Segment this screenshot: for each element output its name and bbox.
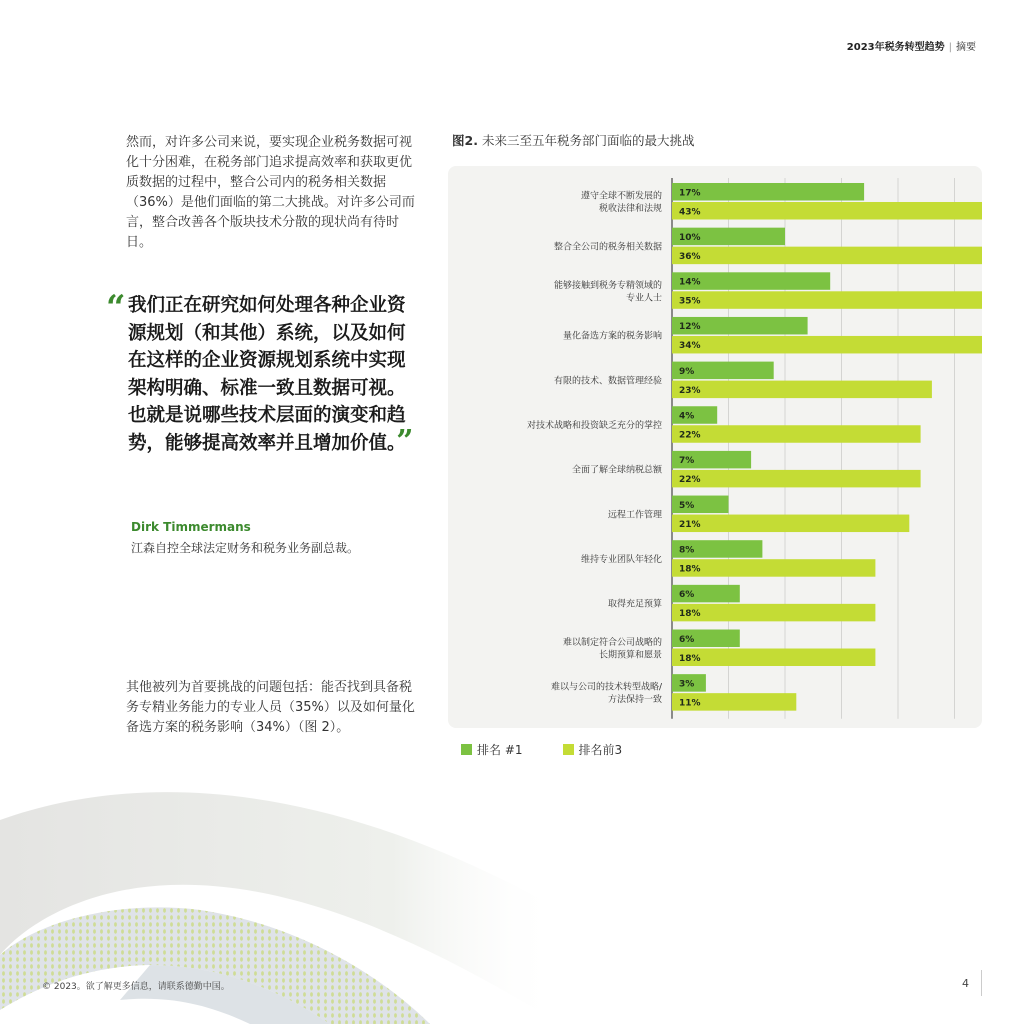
category-label: 难以制定符合公司战略的 <box>562 638 662 648</box>
bar-top3 <box>672 336 982 354</box>
data-label: 11% <box>679 698 701 709</box>
data-label: 12% <box>679 322 701 333</box>
data-label: 9% <box>679 366 695 377</box>
footer-copyright: © 2023。欲了解更多信息，请联系德勤中国。 <box>42 982 230 992</box>
figure-title <box>452 131 694 149</box>
closing-paragraph: 其他被列为首要挑战的问题包括：能否找到具备税务专精业务能力的专业人员（35%）以及如何量化备选方案的税务影响（34%）（图 2）。 <box>126 680 415 735</box>
data-label: 18% <box>679 653 701 664</box>
data-label: 22% <box>679 430 701 441</box>
quote-author-role: 江森自控全球法定财务和税务业务副总裁。 <box>131 541 360 555</box>
legend-swatch-rank1 <box>461 744 472 755</box>
bar-top3 <box>672 604 875 622</box>
category-label: 难以与公司的技术转型战略/ <box>550 682 662 693</box>
bar-top3 <box>672 649 875 667</box>
page-number: 4 <box>962 977 969 990</box>
quote-body <box>128 292 416 457</box>
bar-top3 <box>672 202 982 220</box>
data-label: 6% <box>679 590 695 601</box>
category-label: 长期预算和愿景 <box>598 650 662 661</box>
quote-author: Dirk Timmermans <box>131 520 251 534</box>
bar-chart <box>448 166 982 728</box>
data-label: 8% <box>679 545 695 556</box>
category-label: 有限的技术、数据管理经验 <box>553 376 662 387</box>
bar-top3 <box>672 470 921 488</box>
data-label: 5% <box>679 500 695 511</box>
data-label: 17% <box>679 188 701 199</box>
data-label: 22% <box>679 475 701 486</box>
bar-top3 <box>672 425 921 443</box>
quote-text: 我们正在研究如何处理各种企业资源规划（和其他）系统，以及如何在这样的企业资源规划系统中实现架构明确、标准一致且数据可视。也就是说哪些技术层面的演变和趋势，能够提高效率并且增加价值。 <box>128 295 406 454</box>
data-label: 35% <box>679 296 701 307</box>
intro-paragraph: 然而，对许多公司来说，要实现企业税务数据可视化十分困难，在税务部门追求提高效率和获取更优质数据的过程中，整合公司内的税务相关数据（36%）是他们面临的第二大挑战。对许多公司而言，整合改善各个版块技术分散的现状尚有待时日。 <box>126 135 415 250</box>
data-label: 7% <box>679 456 695 467</box>
data-label: 14% <box>679 277 701 288</box>
data-label: 34% <box>679 341 701 352</box>
data-label: 18% <box>679 564 701 575</box>
bar-top3 <box>672 247 982 265</box>
legend-item-top3 <box>563 741 623 758</box>
page-number-divider <box>981 970 982 996</box>
data-label: 3% <box>679 679 695 690</box>
data-label: 4% <box>679 411 695 422</box>
category-label: 能够接触到税务专精领域的 <box>553 280 662 291</box>
category-label: 整合全公司的税务相关数据 <box>553 242 662 253</box>
data-label: 36% <box>679 251 701 262</box>
category-label: 全面了解全球纳税总额 <box>571 465 662 476</box>
legend-swatch-top3 <box>563 744 574 755</box>
data-label: 23% <box>679 385 701 396</box>
report-title: 2023年税务转型趋势 <box>846 42 945 53</box>
data-label: 21% <box>679 519 701 530</box>
bar-top3 <box>672 559 875 577</box>
open-quote-mark: “ <box>106 288 126 328</box>
data-label: 18% <box>679 609 701 620</box>
data-label: 43% <box>679 207 701 218</box>
bar-rank1 <box>672 183 864 201</box>
page-header <box>847 38 976 53</box>
data-label: 6% <box>679 634 695 645</box>
category-label: 量化备选方案的税务影响 <box>562 331 662 342</box>
legend-label-rank1: 排名 #1 <box>477 743 523 757</box>
category-label: 维持专业团队年轻化 <box>580 554 662 565</box>
pull-quote <box>106 288 416 459</box>
section-name: 摘要 <box>956 42 976 53</box>
close-quote-mark: ” <box>396 423 414 459</box>
category-label: 税收法律和法规 <box>598 204 662 214</box>
category-label: 对技术战略和投资缺乏充分的掌控 <box>526 421 662 431</box>
category-label: 方法保持一致 <box>607 695 662 706</box>
data-label: 10% <box>679 232 701 243</box>
legend-item-rank1 <box>461 741 523 758</box>
header-separator: | <box>948 42 952 53</box>
figure-caption: 未来三至五年税务部门面临的最大挑战 <box>481 133 695 148</box>
chart-legend <box>461 741 622 758</box>
bar-top3 <box>672 515 909 533</box>
bar-top3 <box>672 291 982 309</box>
figure-number: 图2. <box>452 133 478 148</box>
category-label: 遵守全球不断发展的 <box>580 191 662 202</box>
category-label: 专业人士 <box>625 293 662 304</box>
category-label: 远程工作管理 <box>607 510 662 521</box>
chart-panel <box>448 166 982 728</box>
category-label: 取得充足预算 <box>607 599 662 610</box>
bar-top3 <box>672 381 932 399</box>
legend-label-top3: 排名前3 <box>578 743 623 757</box>
